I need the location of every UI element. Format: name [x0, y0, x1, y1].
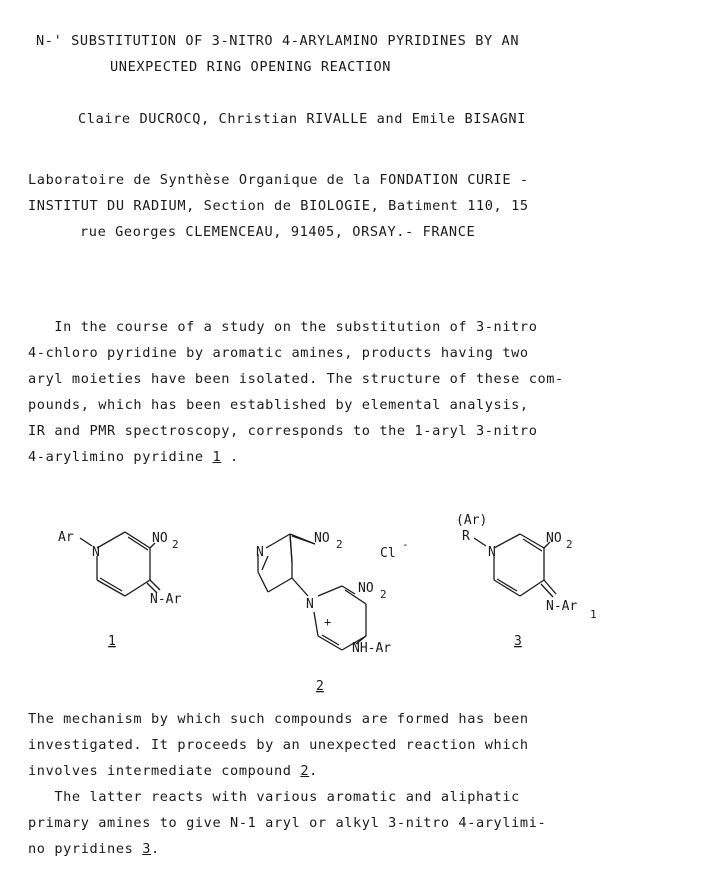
abstract-p2-end: .	[309, 763, 318, 779]
abstract-p2-text: involves intermediate compound	[28, 763, 301, 779]
affiliation-line-3: rue Georges CLEMENCEAU, 91405, ORSAY.- FRANCE	[80, 224, 476, 240]
affiliation-line-2: INSTITUT DU RADIUM, Section de BIOLOGIE, Batiment 110, 15	[28, 198, 529, 214]
authors: Claire DUCROCQ, Christian RIVALLE and Emile BISAGNI	[78, 111, 526, 127]
abstract-p1-line-3: aryl moieties have been isolated. The structure of these com-	[28, 371, 564, 387]
abstract-p2-line-6	[28, 840, 160, 858]
s2-n-bottom: N	[306, 597, 314, 612]
abstract-p2-line-5: primary amines to give N-1 aryl or alkyl 3-nitro 4-arylimi-	[28, 815, 547, 831]
affiliation-line-1: Laboratoire de Synthèse Organique de la FONDATION CURIE -	[28, 172, 529, 188]
abstract-p2-line-1: The mechanism by which such compounds are formed has been	[28, 711, 529, 727]
s3-label: 3	[514, 634, 522, 649]
s3-imine-sub: 1	[590, 608, 597, 621]
s3-r: R	[462, 529, 470, 544]
s2-counterion: Cl	[380, 546, 396, 561]
title-line-1: N-' SUBSTITUTION OF 3-NITRO 4-ARYLAMINO PYRIDINES BY AN	[36, 33, 520, 49]
abstract-p1-line-1: In the course of a study on the substitution of 3-nitro	[28, 319, 538, 335]
abstract-p1-line-2: 4-chloro pyridine by aromatic amines, products having two	[28, 345, 529, 361]
s2-no2-bottom: NO	[358, 581, 374, 596]
compound-ref-1: 1	[212, 449, 222, 465]
structures-figure	[0, 500, 704, 700]
s3-no2-sub: 2	[566, 538, 573, 551]
compound-ref-3: 3	[142, 841, 151, 857]
abstract-p1-end: .	[221, 449, 239, 465]
s3-no2: NO	[546, 531, 562, 546]
s2-amine: NH-Ar	[352, 641, 392, 656]
s2-counterion-charge: -	[402, 538, 409, 551]
title-line-2: UNEXPECTED RING OPENING REACTION	[110, 59, 392, 75]
s2-no2-top: NO	[314, 531, 330, 546]
compound-ref-2: 2	[300, 763, 310, 779]
abstract-p1-line-5: IR and PMR spectroscopy, corresponds to the 1-aryl 3-nitro	[28, 423, 538, 439]
s3-imine: N-Ar	[546, 599, 578, 614]
abstract-p1-line-4: pounds, which has been established by elemental analysis,	[28, 397, 529, 413]
abstract-p2-line-4: The latter reacts with various aromatic and aliphatic	[28, 789, 520, 805]
s1-ar: Ar	[58, 530, 74, 545]
s1-imine: N-Ar	[150, 592, 182, 607]
s1-n: N	[92, 545, 100, 560]
s2-n-top: N	[256, 545, 264, 560]
s3-ar-paren: (Ar)	[456, 513, 488, 528]
s2-no2-top-sub: 2	[336, 538, 343, 551]
abstract-p1-line-6	[28, 448, 239, 466]
s1-no2-sub: 2	[172, 538, 179, 551]
abstract-p1-text: 4-arylimino pyridine	[28, 449, 213, 465]
abstract-p2-end-2: .	[151, 841, 160, 857]
s1-label: 1	[108, 634, 116, 649]
s2-no2-bottom-sub: 2	[380, 588, 387, 601]
abstract-p2-line-3	[28, 762, 318, 780]
s2-plus: +	[324, 615, 332, 629]
s3-n: N	[488, 545, 496, 560]
abstract-p2-text-2: no pyridines	[28, 841, 143, 857]
s2-label: 2	[316, 679, 324, 694]
abstract-p2-line-2: investigated. It proceeds by an unexpected reaction which	[28, 737, 529, 753]
s1-no2: NO	[152, 531, 168, 546]
